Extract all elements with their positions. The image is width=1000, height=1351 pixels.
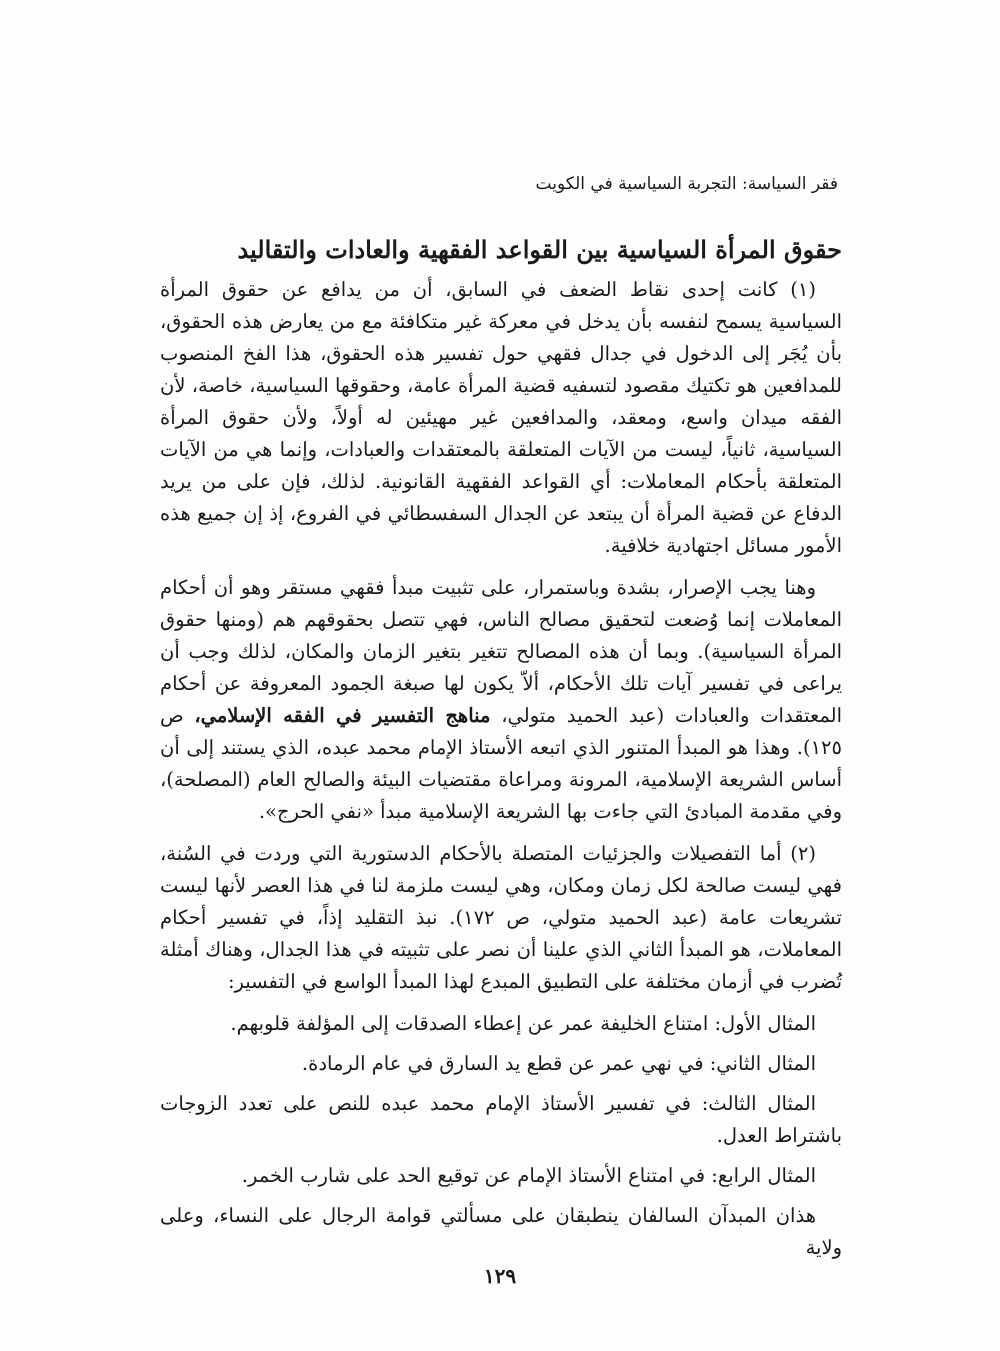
example-1: المثال الأول: امتناع الخليفة عمر عن إعطاء الصدقات إلى المؤلفة قلوبهم. xyxy=(230,1012,816,1035)
section-title: حقوق المرأة السياسية بين القواعد الفقهية والعادات والتقاليد xyxy=(237,235,842,264)
paragraph-2 xyxy=(160,572,842,828)
page-number: ١٢٩ xyxy=(483,1264,517,1288)
example-2: المثال الثاني: في نهي عمر عن قطع يد السارق في عام الرمادة. xyxy=(301,1052,816,1075)
paragraph-4: هذان المبدآن السالفان ينطبقان على مسألتي قوامة الرجال على النساء، وعلى ولاية xyxy=(160,1204,842,1259)
running-header: فقر السياسة: التجربة السياسية في الكويت xyxy=(535,174,838,194)
paragraph-1: (١) كانت إحدى نقاط الضعف في السابق، أن من يدافع عن حقوق المرأة السياسية يسمح لنفسه بأن يدخل في معركة غير متكافئة مع من يعارض هذه الحقوق، بأن يُجَر إلى الدخول في جدال فقهي حول تفسير هذه الحقوق، هذا الفخ المنصوب للمدافعين هو تكتيك مقصود لتسفيه قضية المرأة عامة، وحقوقها السياسية، خاصة، لأن الفقه ميدان واسع، ومعقد، والمدافعين غير مهيئين له أولاً، ولأن حقوق المرأة السياسية، ثانياً، ليست من الآيات المتعلقة بالمعتقدات والعبادات، وإنما هي من الآيات المتعلقة بأحكام المعاملات: أي القواعد الفقهية القانونية. لذلك، فإن على من يريد الدفاع عن قضية المرأة أن يبتعد عن الجدال السفسطائي في الفروع، إذ إن جميع هذه الأمور مسائل اجتهادية خلافية. xyxy=(160,278,842,557)
example-4: المثال الرابع: في امتناع الأستاذ الإمام عن توقيع الحد على شارب الخمر. xyxy=(241,1164,816,1187)
paragraph-3: (٢) أما التفصيلات والجزئيات المتصلة بالأحكام الدستورية التي وردت في السُنة، فهي ليست صالحة لكل زمان ومكان، وهي ليست ملزمة لنا في هذا العصر لأنها ليست تشريعات عامة (عبد الحميد متولي، ص ١٧٢). نبذ التقليد إذاً، في تفسير أحكام المعاملات، هو المبدأ الثاني الذي علينا أن نصر على تثبيته في هذا الجدال، وهناك أمثلة تُضرب في أزمان مختلفة على التطبيق المبدع لهذا المبدأ الواسع في التفسير: xyxy=(160,842,842,993)
body-text xyxy=(160,230,842,1274)
paragraph-2-text-b: ص ١٢٥). وهذا هو المبدأ المتنور الذي اتبعه الأستاذ الإمام محمد عبده، الذي يستند إلى أن أساس الشريعة الإسلامية، المرونة ومراعاة مقتضيات البيئة والصالح العام (المصلحة)، وفي مقدمة المبادئ التي جاءت بها الشريعة الإسلامية مبدأ «نفي الحرج». xyxy=(160,704,842,823)
book-title: مناهج التفسير في الفقه الإسلامي، xyxy=(194,704,491,727)
paragraph-2-text-a: وهنا يجب الإصرار، بشدة وباستمرار، على تثبيت مبدأ فقهي مستقر وهو أن أحكام المعاملات إنما وُضعت لتحقيق مصالح الناس، فهي تتصل بحقوقهم هم (ومنها حقوق المرأة السياسية). وبما أن هذه المصالح تتغير بتغير الزمان والمكان، لذلك وجب أن يراعى في تفسير آيات تلك الأحكام، ألاّ يكون لها صبغة الجمود المعروفة عن أحكام المعتقدات والعبادات (عبد الحميد متولي، xyxy=(160,576,842,727)
example-3: المثال الثالث: في تفسير الأستاذ الإمام محمد عبده للنص على تعدد الزوجات باشتراط العدل. xyxy=(160,1092,842,1147)
